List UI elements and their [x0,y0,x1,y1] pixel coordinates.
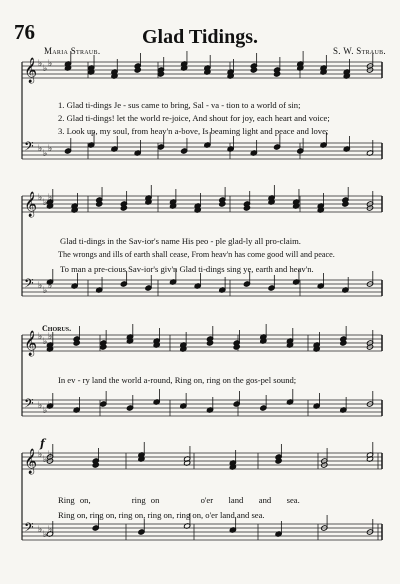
flat-icon: ♭ [48,59,53,69]
treble-clef-icon: 𝄞 [24,58,38,83]
flat-icon: ♭ [43,455,48,465]
flat-icon: ♭ [43,149,48,159]
flat-icon: ♭ [48,281,53,291]
flat-icon: ♭ [38,144,43,154]
flat-icon: ♭ [48,401,53,411]
flat-icon: ♭ [38,525,43,535]
lyricist-credit: S. W. Straub. [332,46,386,56]
verse-3-line-1: 3. Look up, my soul, from heav'n a-bove, Is beaming light and peace and love; [58,126,329,136]
flat-icon: ♭ [38,450,43,460]
bass-clef-icon: 𝄢 [24,396,34,414]
flat-icon: ♭ [38,59,43,69]
flat-icon: ♭ [43,337,48,347]
chorus-lyric-line-2a: Ring on, ring on o'er land and sea. [58,495,300,505]
verse-3-line-2: To man a pre-cious Sav-ior's giv'n Glad ti-dings sing ye, earth and heav'n. [60,264,314,274]
treble-clef-icon: 𝄞 [24,331,38,356]
flat-icon: ♭ [43,198,48,208]
flat-icon: ♭ [43,286,48,296]
verse-1-line-1: 1. Glad ti-dings Je - sus came to bring, Sal - va - tion to a world of sin; [58,100,301,110]
page-number: 76 [14,20,35,44]
flat-icon: ♭ [43,530,48,540]
treble-clef-icon: 𝄞 [24,192,38,217]
flat-icon: ♭ [48,525,53,535]
flat-icon: ♭ [38,193,43,203]
bass-clef-icon: 𝄢 [24,520,34,538]
hymn-title: Glad Tidings. [142,26,258,48]
flat-icon: ♭ [48,144,53,154]
bass-clef-icon: 𝄢 [24,139,34,157]
flat-icon: ♭ [43,406,48,416]
verse-2-line-2: The wrongs and ills of earth shall cease, From heav'n has come good will and peace. [58,250,335,259]
chorus-lyric-line-1: In ev - ry land the world a-round, Ring on, ring on the gos-pel sound; [58,375,297,385]
chorus-label: Chorus. [42,324,72,333]
flat-icon: ♭ [48,450,53,460]
verse-2-line-1: 2. Glad ti-dings! let the world re-joice, And shout for joy, each heart and voice; [58,113,330,123]
chorus-lyric-line-2b: Ring on, ring on, ring on, ring on, ring on, o'er land and sea. [58,510,265,520]
treble-clef-icon: 𝄞 [24,449,38,474]
bass-clef-icon: 𝄢 [24,276,34,294]
dynamic-mark: f [40,437,45,450]
flat-icon: ♭ [38,281,43,291]
flat-icon: ♭ [43,64,48,74]
flat-icon: ♭ [48,193,53,203]
composer-credit: Maria Straub. [44,46,101,56]
verse-1-line-2: Glad ti-dings in the Sav-ior's name His peo - ple glad-ly all pro-claim. [60,236,301,246]
flat-icon: ♭ [38,332,43,342]
flat-icon: ♭ [48,332,53,342]
flat-icon: ♭ [38,401,43,411]
